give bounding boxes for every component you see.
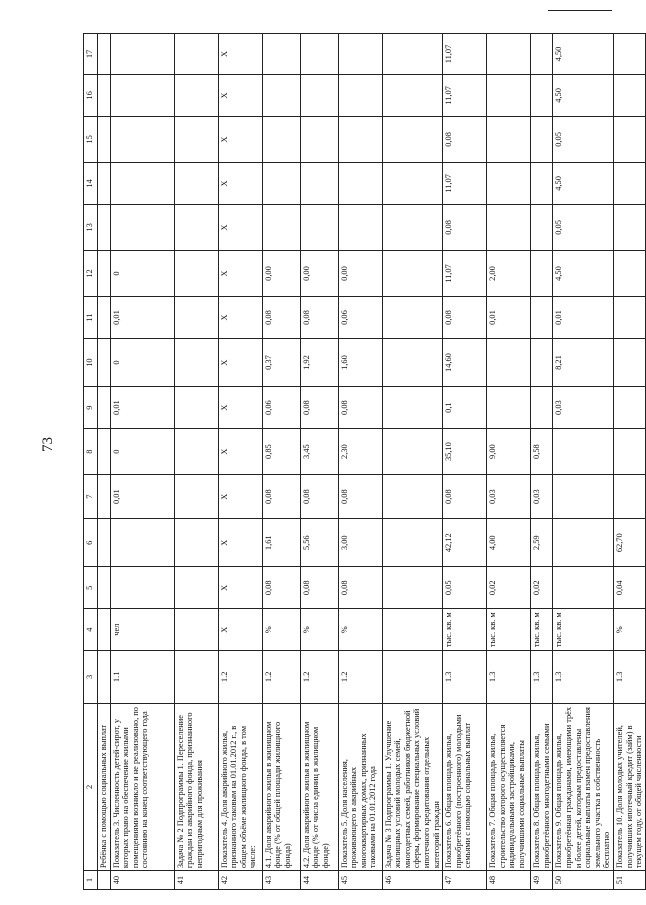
value-cell: % — [338, 609, 382, 651]
value-cell — [531, 162, 553, 204]
value-cell — [300, 204, 338, 250]
value-cell — [98, 162, 111, 204]
indicator-name-cell: Показатель 7. Общая площадь жилья, строительство которого осуществляется индивидуальными застройщиками, получившими социальные выплаты — [487, 703, 531, 871]
value-cell — [98, 651, 111, 703]
table-row — [262, 34, 300, 890]
value-cell: 11,07 — [443, 74, 487, 116]
value-cell: 1.3 — [553, 651, 614, 703]
value-cell: Х — [218, 297, 262, 339]
table-row — [487, 34, 531, 890]
indicator-name-cell: Задача № 3 Подпрограммы 1. Улучшение жилищных условий молодых семей, многодетных семей, работников бюджетной сферы, формирование специальных условий ипотечного кредитования отдельных категорий граждан — [382, 703, 443, 871]
value-cell: 0,01 — [110, 387, 174, 429]
value-cell: Х — [218, 429, 262, 475]
value-cell — [531, 204, 553, 250]
value-cell — [98, 297, 111, 339]
value-cell — [613, 387, 645, 429]
header-cell: 13 — [84, 204, 98, 250]
value-cell: 9,00 — [487, 429, 531, 475]
value-cell: 0,08 — [338, 475, 382, 519]
indicator-name-cell: Показатель 8. Общая площадь жилья, приобретённого многодетными семьями — [531, 703, 553, 871]
header-cell: 2 — [84, 703, 98, 871]
value-cell: 3,00 — [338, 519, 382, 567]
value-cell: 0,08 — [338, 387, 382, 429]
value-cell — [174, 567, 218, 609]
value-cell: 0 — [110, 338, 174, 386]
value-cell — [98, 250, 111, 296]
row-number-cell: 51 — [613, 871, 645, 890]
value-cell: Х — [218, 475, 262, 519]
value-cell: % — [300, 609, 338, 651]
row-number-cell: 43 — [262, 871, 300, 890]
value-cell: Х — [218, 204, 262, 250]
value-cell: 0,06 — [262, 387, 300, 429]
value-cell: Х — [218, 116, 262, 162]
header-cell: 3 — [84, 651, 98, 703]
row-number-cell: 44 — [300, 871, 338, 890]
value-cell: 0,08 — [262, 475, 300, 519]
value-cell — [338, 162, 382, 204]
value-cell — [174, 116, 218, 162]
value-cell: 0,08 — [300, 297, 338, 339]
value-cell: 0,00 — [300, 250, 338, 296]
value-cell: 0,03 — [553, 387, 614, 429]
value-cell: 0,00 — [338, 250, 382, 296]
value-cell — [487, 162, 531, 204]
value-cell — [98, 429, 111, 475]
row-number-cell: 45 — [338, 871, 382, 890]
value-cell — [382, 204, 443, 250]
row-number-cell: 42 — [218, 871, 262, 890]
value-cell — [553, 567, 614, 609]
value-cell — [613, 429, 645, 475]
value-cell: 1.2 — [338, 651, 382, 703]
header-cell: 15 — [84, 116, 98, 162]
value-cell: 0,03 — [531, 475, 553, 519]
value-cell: 4,50 — [553, 162, 614, 204]
value-cell — [98, 34, 111, 75]
header-cell: 4 — [84, 609, 98, 651]
value-cell: 0,08 — [262, 297, 300, 339]
value-cell — [382, 162, 443, 204]
value-cell: чел — [110, 609, 174, 651]
header-row — [84, 34, 98, 890]
value-cell — [98, 567, 111, 609]
indicator-name-cell: 4.1. Доля аварийного жилья в жилищном фонде (% от общей площади жилищного фонда) — [262, 703, 300, 871]
value-cell — [487, 338, 531, 386]
value-cell — [382, 338, 443, 386]
value-cell — [382, 297, 443, 339]
value-cell: Х — [218, 519, 262, 567]
value-cell: 2,30 — [338, 429, 382, 475]
value-cell: 0,1 — [443, 387, 487, 429]
row-number-cell: 40 — [110, 871, 174, 890]
value-cell: 0,08 — [262, 567, 300, 609]
value-cell: 0,08 — [300, 475, 338, 519]
value-cell — [174, 74, 218, 116]
value-cell — [98, 116, 111, 162]
value-cell: 42,12 — [443, 519, 487, 567]
value-cell: 0,08 — [443, 297, 487, 339]
value-cell: тыс. кв. м — [487, 609, 531, 651]
table-row — [218, 34, 262, 890]
table-row — [338, 34, 382, 890]
value-cell: 5,56 — [300, 519, 338, 567]
value-cell — [262, 162, 300, 204]
row-number-cell — [98, 871, 111, 890]
value-cell: Х — [218, 609, 262, 651]
value-cell: 62,70 — [613, 519, 645, 567]
header-cell: 5 — [84, 567, 98, 609]
value-cell — [613, 116, 645, 162]
value-cell: 11,07 — [443, 250, 487, 296]
value-cell: Х — [218, 387, 262, 429]
value-cell — [553, 475, 614, 519]
value-cell: 0,85 — [262, 429, 300, 475]
value-cell — [98, 609, 111, 651]
value-cell — [487, 116, 531, 162]
row-number-cell: 47 — [443, 871, 487, 890]
value-cell: 0,08 — [443, 116, 487, 162]
value-cell: 8,21 — [553, 338, 614, 386]
value-cell — [110, 519, 174, 567]
value-cell — [531, 297, 553, 339]
value-cell: тыс. кв. м — [553, 609, 614, 651]
value-cell: 0,01 — [487, 297, 531, 339]
value-cell — [98, 519, 111, 567]
value-cell: тыс. кв. м — [531, 609, 553, 651]
value-cell — [613, 297, 645, 339]
value-cell: 0,05 — [553, 116, 614, 162]
header-cell: 9 — [84, 387, 98, 429]
value-cell: 1.2 — [218, 651, 262, 703]
value-cell — [382, 519, 443, 567]
value-cell — [531, 116, 553, 162]
row-number-cell: 49 — [531, 871, 553, 890]
value-cell — [382, 475, 443, 519]
value-cell — [174, 609, 218, 651]
value-cell — [531, 387, 553, 429]
value-cell — [382, 387, 443, 429]
indicator-name-cell: Показатель 4. Доля аварийного жилья, признанного таковым на 01.01.2012 г., в общем объёме жилищного фонда, в том числе: — [218, 703, 262, 871]
value-cell — [613, 204, 645, 250]
value-cell — [338, 204, 382, 250]
value-cell: 4,50 — [553, 250, 614, 296]
value-cell: 11,07 — [443, 162, 487, 204]
value-cell: 0,08 — [443, 204, 487, 250]
value-cell — [300, 162, 338, 204]
value-cell: 0,08 — [338, 567, 382, 609]
header-cell: 7 — [84, 475, 98, 519]
value-cell: Х — [218, 338, 262, 386]
table-row — [443, 34, 487, 890]
value-cell: 0,06 — [338, 297, 382, 339]
value-cell: тыс. кв. м — [443, 609, 487, 651]
value-cell — [174, 387, 218, 429]
value-cell — [553, 429, 614, 475]
table-row — [300, 34, 338, 890]
value-cell — [174, 651, 218, 703]
value-cell — [613, 475, 645, 519]
value-cell — [110, 204, 174, 250]
value-cell: 35,10 — [443, 429, 487, 475]
value-cell — [300, 74, 338, 116]
table-row — [613, 34, 645, 890]
header-cell: 10 — [84, 338, 98, 386]
table-row — [98, 34, 111, 890]
table-row — [174, 34, 218, 890]
value-cell: 0,08 — [300, 387, 338, 429]
value-cell: 1.2 — [300, 651, 338, 703]
value-cell — [110, 34, 174, 75]
value-cell — [174, 162, 218, 204]
value-cell — [613, 338, 645, 386]
value-cell: 4,50 — [553, 74, 614, 116]
value-cell — [174, 204, 218, 250]
row-number-cell: 41 — [174, 871, 218, 890]
value-cell: 1,61 — [262, 519, 300, 567]
value-cell — [338, 74, 382, 116]
value-cell — [531, 250, 553, 296]
value-cell: 0,04 — [613, 567, 645, 609]
value-cell — [262, 74, 300, 116]
value-cell — [382, 34, 443, 75]
value-cell — [382, 609, 443, 651]
value-cell — [613, 74, 645, 116]
page-number: 73 — [40, 437, 56, 452]
value-cell: 0,58 — [531, 429, 553, 475]
top-rule — [548, 10, 612, 11]
table-row — [382, 34, 443, 890]
value-cell: 1.3 — [531, 651, 553, 703]
value-cell: 0,05 — [553, 204, 614, 250]
value-cell — [382, 429, 443, 475]
value-cell — [487, 74, 531, 116]
indicator-name-cell: Задача № 2 Подпрограммы 1. Переселение граждан из аварийного фонда, признанного непригодным для проживания — [174, 703, 218, 871]
value-cell — [613, 162, 645, 204]
value-cell: 4,00 — [487, 519, 531, 567]
value-cell: 0,00 — [262, 250, 300, 296]
row-number-cell: 48 — [487, 871, 531, 890]
value-cell: 1.2 — [262, 651, 300, 703]
value-cell — [98, 338, 111, 386]
indicator-table — [83, 33, 646, 890]
value-cell: 0,01 — [553, 297, 614, 339]
value-cell — [262, 34, 300, 75]
value-cell: % — [613, 609, 645, 651]
value-cell — [613, 250, 645, 296]
value-cell: 4,50 — [553, 34, 614, 75]
value-cell: 1.3 — [487, 651, 531, 703]
value-cell: Х — [218, 250, 262, 296]
value-cell — [174, 250, 218, 296]
value-cell: 11,07 — [443, 34, 487, 75]
value-cell: % — [262, 609, 300, 651]
rotated-table-sheet — [83, 33, 644, 890]
value-cell: 0,01 — [110, 475, 174, 519]
row-number-cell: 50 — [553, 871, 614, 890]
header-cell: 12 — [84, 250, 98, 296]
header-cell: 17 — [84, 34, 98, 75]
value-cell: 1,92 — [300, 338, 338, 386]
value-cell — [531, 338, 553, 386]
value-cell — [531, 74, 553, 116]
table-row — [110, 34, 174, 890]
indicator-name-cell: Ребёнка с помощью социальных выплат — [98, 703, 111, 871]
value-cell — [487, 34, 531, 75]
value-cell: 0,03 — [487, 475, 531, 519]
indicator-name-cell: Показатель 3. Численность детей-сирот, у которых право на обеспечение жилыми помещениями возникло и не реализовано, по состоянию на конец соответствующего года — [110, 703, 174, 871]
value-cell: Х — [218, 567, 262, 609]
value-cell: 0,05 — [443, 567, 487, 609]
value-cell — [174, 475, 218, 519]
value-cell: 0,08 — [300, 567, 338, 609]
value-cell — [262, 116, 300, 162]
value-cell — [300, 116, 338, 162]
value-cell — [174, 297, 218, 339]
value-cell: 3,45 — [300, 429, 338, 475]
header-cell: 14 — [84, 162, 98, 204]
header-cell: 8 — [84, 429, 98, 475]
value-cell: 14,60 — [443, 338, 487, 386]
value-cell: 1,60 — [338, 338, 382, 386]
value-cell: 2,00 — [487, 250, 531, 296]
value-cell: 0,37 — [262, 338, 300, 386]
value-cell — [382, 651, 443, 703]
value-cell: Х — [218, 74, 262, 116]
header-cell: 16 — [84, 74, 98, 116]
value-cell — [382, 567, 443, 609]
value-cell: 0,08 — [443, 475, 487, 519]
value-cell — [98, 387, 111, 429]
value-cell — [174, 338, 218, 386]
value-cell — [110, 116, 174, 162]
value-cell: 0 — [110, 429, 174, 475]
value-cell: 1.3 — [443, 651, 487, 703]
value-cell — [98, 204, 111, 250]
value-cell — [613, 34, 645, 75]
table-row — [553, 34, 614, 890]
row-number-cell: 46 — [382, 871, 443, 890]
value-cell — [110, 567, 174, 609]
table-row — [531, 34, 553, 890]
value-cell — [382, 250, 443, 296]
value-cell — [98, 475, 111, 519]
indicator-name-cell: Показатель 5. Доля населения, проживающего в аварийных многоквартирных домах, признанных таковыми на 01.01.2012 года — [338, 703, 382, 871]
value-cell: 0,02 — [487, 567, 531, 609]
value-cell — [110, 74, 174, 116]
value-cell — [98, 74, 111, 116]
value-cell — [174, 34, 218, 75]
value-cell — [174, 429, 218, 475]
value-cell — [487, 387, 531, 429]
value-cell — [531, 34, 553, 75]
value-cell — [174, 519, 218, 567]
value-cell: 1.3 — [613, 651, 645, 703]
indicator-name-cell: 4.2. Доля аварийного жилья в жилищном фонде (% от числа единиц в жилищном фонде) — [300, 703, 338, 871]
value-cell: 2,59 — [531, 519, 553, 567]
value-cell — [110, 162, 174, 204]
value-cell: Х — [218, 34, 262, 75]
value-cell: 0,01 — [110, 297, 174, 339]
header-cell: 11 — [84, 297, 98, 339]
value-cell — [262, 204, 300, 250]
value-cell: 0,02 — [531, 567, 553, 609]
indicator-name-cell: Показатель 10. Доля молодых учителей, получивших ипотечный кредит (займ) в текущем году, от общей численности — [613, 703, 645, 871]
value-cell — [338, 116, 382, 162]
value-cell — [553, 519, 614, 567]
value-cell — [382, 116, 443, 162]
indicator-name-cell: Показатель 6. Общая площадь жилья, приобретённого (построенного) молодыми семьями с помощью социальных выплат — [443, 703, 487, 871]
header-cell: 1 — [84, 871, 98, 890]
indicator-name-cell: Показатель 9. Общая площадь жилья, приобретённая гражданами, имеющими трёх и более детей, которым предоставлены социальные выплаты взамен предоставления земельного участка в собственность бесплатно — [553, 703, 614, 871]
header-cell: 6 — [84, 519, 98, 567]
value-cell — [300, 34, 338, 75]
value-cell: Х — [218, 162, 262, 204]
value-cell: 0 — [110, 250, 174, 296]
value-cell: 1.1 — [110, 651, 174, 703]
value-cell — [338, 34, 382, 75]
value-cell — [382, 74, 443, 116]
value-cell — [487, 204, 531, 250]
